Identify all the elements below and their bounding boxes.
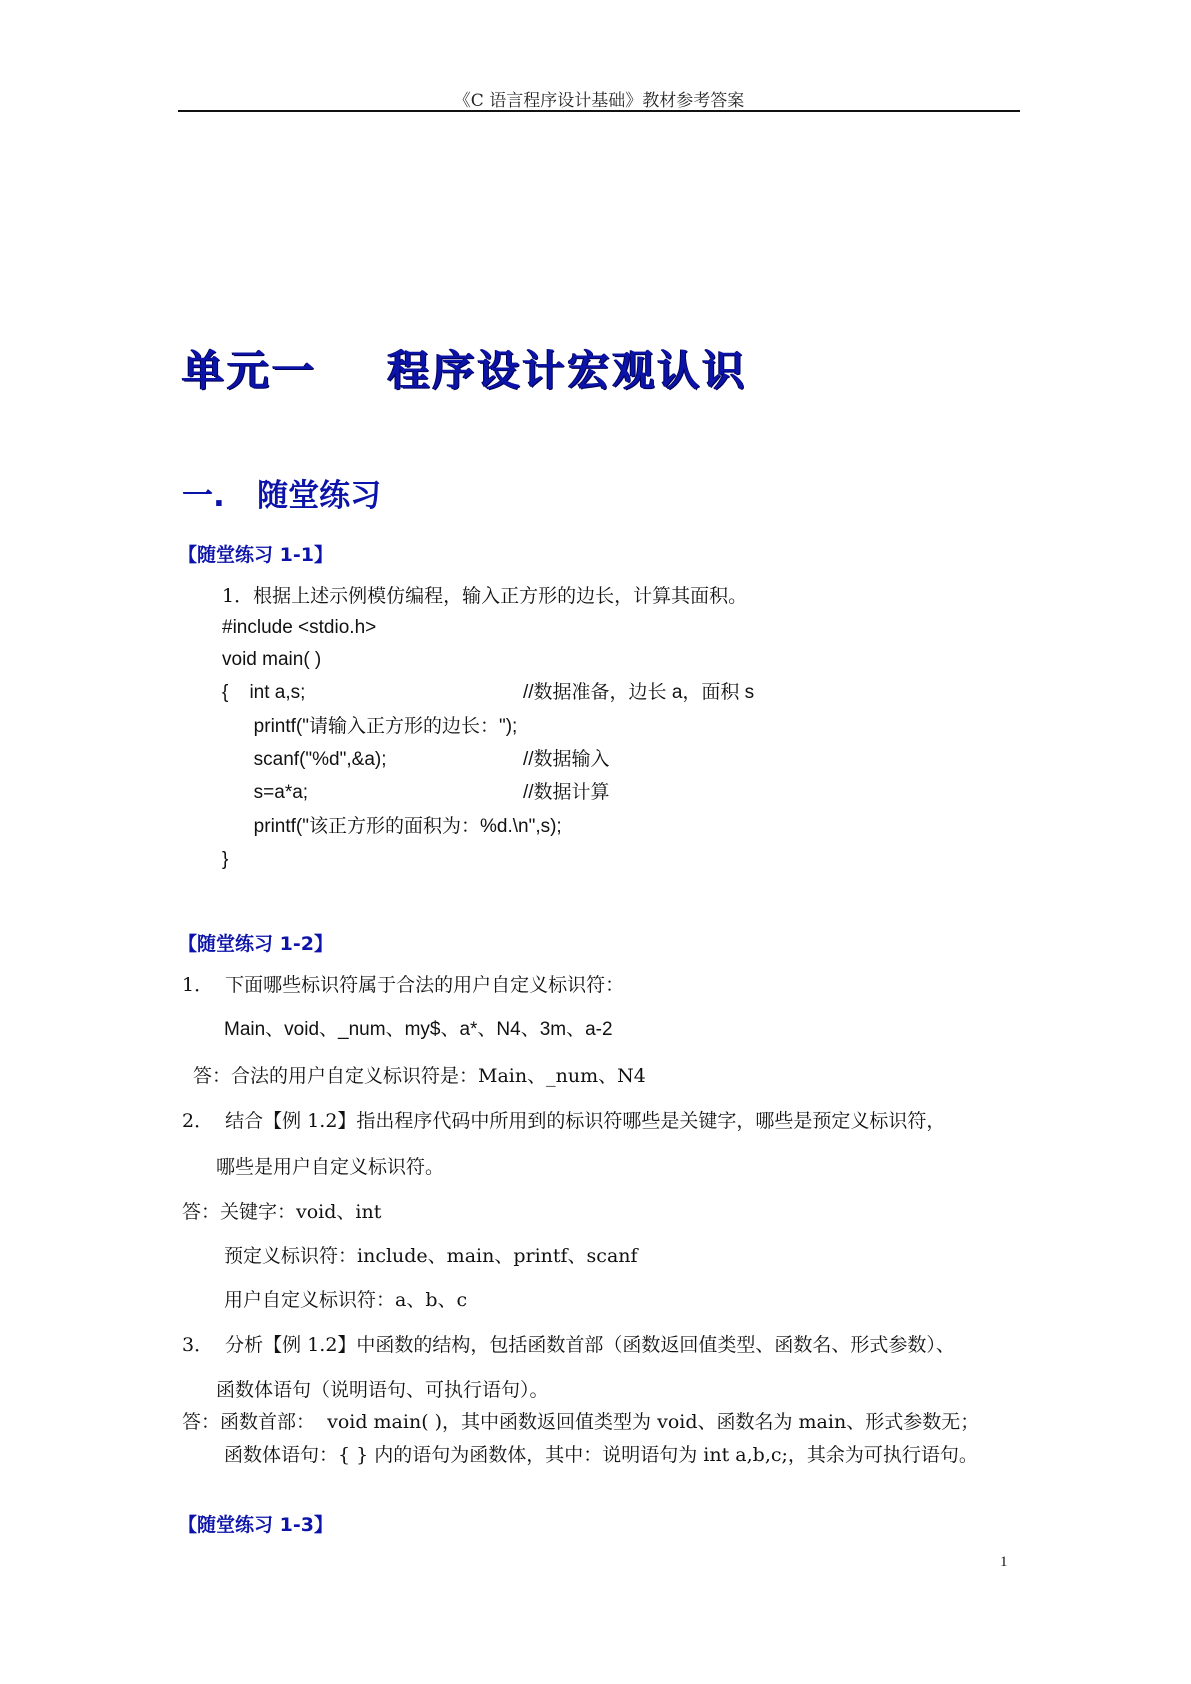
header-rule — [178, 110, 1020, 112]
code-line — [222, 815, 562, 839]
exercise-1-2-a3-line2: 函数体语句：{ } 内的语句为函数体，其中：说明语句为 int a,b,c;，其余为可执行语句。 — [224, 1444, 978, 1466]
code-text: #include <stdio.h> — [222, 617, 377, 638]
section-heading: 一. 随堂练习 — [182, 478, 382, 514]
exercise-tag-1-2: 【随堂练习 1-2】 — [178, 933, 333, 955]
code-text: { int a,s; — [222, 682, 306, 703]
page-number: 1 — [1000, 1554, 1008, 1570]
exercise-tag-1-3: 【随堂练习 1-3】 — [178, 1514, 333, 1536]
code-line — [222, 648, 321, 672]
code-text: printf("该正方形的面积为：%d.\n",s); — [222, 816, 562, 837]
code-text: } — [222, 849, 229, 870]
exercise-1-2-a3-line1: 答：函数首部： void main( )，其中函数返回值类型为 void、函数名为 main、形式参数无； — [182, 1411, 980, 1433]
exercise-1-2-q3-line2: 函数体语句（说明语句、可执行语句）。 — [216, 1379, 549, 1401]
code-comment: //数据准备，边长 a，面积 s — [523, 682, 755, 703]
code-line — [222, 681, 822, 705]
exercise-1-2-a1: 答：合法的用户自定义标识符是：Main、_num、N4 — [193, 1065, 646, 1087]
exercise-1-2-q3-line1: 3． 分析【例 1.2】中函数的结构，包括函数首部（函数返回值类型、函数名、形式参数）、 — [182, 1334, 955, 1356]
code-text: void main( ) — [222, 649, 322, 670]
code-text: s=a*a; — [222, 782, 309, 803]
identifier-list: Main、void、_num、my$、a*、N4、3m、a-2 — [224, 1019, 613, 1040]
exercise-1-2-q2-line2: 哪些是用户自定义标识符。 — [216, 1156, 445, 1178]
code-line — [222, 616, 376, 640]
code-text: printf("请输入正方形的边长："); — [222, 716, 518, 737]
code-line — [222, 848, 228, 872]
exercise-1-2-q2-line1: 2． 结合【例 1.2】指出程序代码中所用到的标识符哪些是关键字，哪些是预定义标识符， — [182, 1110, 946, 1132]
code-comment: //数据输入 — [523, 749, 610, 770]
exercise-1-2-a2-line3: 用户自定义标识符：a、b、c — [224, 1289, 468, 1311]
code-line — [222, 715, 517, 739]
code-comment: //数据计算 — [523, 782, 610, 803]
exercise-1-2-a2-line2: 预定义标识符：include、main、printf、scanf — [224, 1245, 638, 1267]
exercise-1-2-a2-line1: 答：关键字：void、int — [182, 1201, 382, 1223]
exercise-1-2-q1: 1． 下面哪些标识符属于合法的用户自定义标识符： — [182, 974, 625, 996]
exercise-1-1-question: 1．根据上述示例模仿编程，输入正方形的边长，计算其面积。 — [222, 585, 748, 607]
code-text: scanf("%d",&a); — [222, 749, 387, 770]
page-header-title: 《C 语言程序设计基础》教材参考答案 — [453, 91, 745, 111]
unit-title: 单元一 程序设计宏观认识 — [182, 346, 748, 395]
exercise-tag-1-1: 【随堂练习 1-1】 — [178, 544, 333, 566]
code-line — [222, 748, 822, 772]
code-line — [222, 781, 822, 805]
